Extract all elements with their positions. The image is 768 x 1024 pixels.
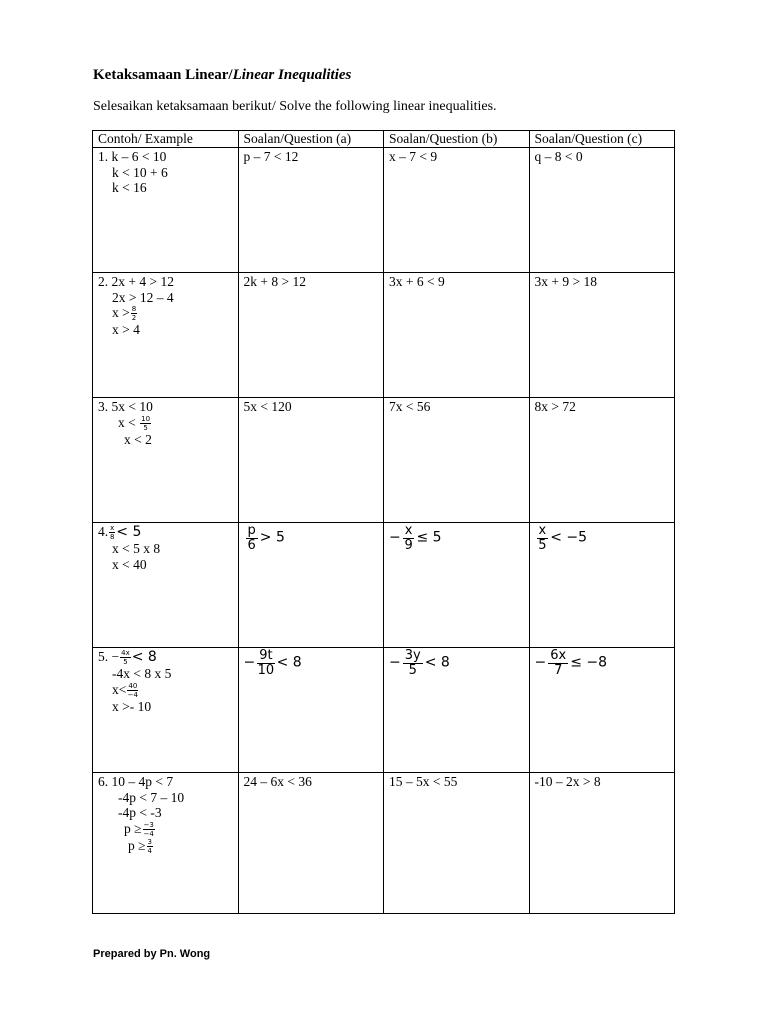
instruction-text: Selesaikan ketaksamaan berikut/ Solve the following linear inequalities.: [93, 99, 497, 114]
example-1-step-1: 1. k – 6 < 10: [98, 149, 167, 164]
fraction: $\frac{6x}{7}$: [550, 648, 567, 678]
fraction: $\frac{8}{2}$: [131, 305, 137, 323]
question-4c: $\frac{x}{5}$ < −5: [538, 523, 588, 553]
fraction: $\frac{9t}{10}$: [257, 648, 275, 678]
question-1c: q – 8 < 0: [534, 149, 583, 164]
example-3-step-2: x < $\frac{10}{5}$: [118, 414, 151, 432]
example-cell-2: [93, 273, 239, 398]
table-row: [93, 648, 675, 773]
example-2-step-2: 2x > 12 – 4: [112, 289, 174, 305]
question-3b-cell[interactable]: [384, 398, 530, 523]
question-4b: − $\frac{x}{9}$ ≤ 5: [389, 523, 442, 553]
example-1-step-3: k < 16: [112, 180, 147, 195]
example-cell-1: [93, 148, 239, 273]
example-6-step-2: -4p < 7 – 10: [118, 789, 185, 805]
table-row: [93, 398, 675, 523]
table-row: [93, 773, 675, 914]
fraction: $\frac{x}{8}$: [109, 524, 115, 542]
table-header-row: [93, 131, 675, 148]
example-6-step-3: -4p < -3: [118, 805, 162, 820]
fraction: $\frac{4x}{5}$: [121, 649, 130, 667]
table-row: [93, 523, 675, 648]
inequalities-table: [92, 130, 675, 914]
question-1b-cell[interactable]: [384, 148, 530, 273]
question-4a: $\frac{p}{6}$ > 5: [247, 523, 285, 553]
example-1-step-2: k < 10 + 6: [112, 164, 168, 180]
question-2a: 2k + 8 > 12: [243, 274, 306, 289]
question-2b-cell[interactable]: [384, 273, 530, 398]
question-6b-cell[interactable]: [384, 773, 530, 914]
example-3-step-1: 3. 5x < 10: [98, 399, 153, 414]
question-3c: 8x > 72: [534, 399, 576, 414]
question-6c-cell[interactable]: [529, 773, 675, 914]
fraction: $\frac{40}{-4}$: [127, 682, 138, 700]
question-6a: 24 – 6x < 36: [243, 774, 312, 789]
question-5a-cell[interactable]: [238, 648, 384, 773]
example-5-step-4: x >- 10: [112, 699, 152, 715]
example-5-step-1: 5. − $\frac{4x}{5}$ < 8: [98, 649, 157, 667]
question-4b-cell[interactable]: [384, 523, 530, 648]
question-6b: 15 – 5x < 55: [389, 774, 458, 789]
question-5c: − $\frac{6x}{7}$ ≤ −8: [534, 648, 608, 678]
example-2-step-4: x > 4: [112, 322, 140, 338]
example-3-step-3: x < 2: [124, 431, 152, 447]
question-1b: x – 7 < 9: [389, 149, 438, 164]
question-3a: 5x < 120: [243, 399, 292, 414]
fraction: $\frac{3}{4}$: [147, 838, 153, 856]
footer-credit: Prepared by Pn. Wong: [93, 948, 211, 960]
question-2c: 3x + 9 > 18: [534, 274, 597, 289]
example-6-step-5: p ≥ $\frac{3}{4}$: [128, 837, 153, 856]
table-row: [93, 148, 675, 273]
question-1c-cell[interactable]: [529, 148, 675, 273]
example-cell-3: [93, 398, 239, 523]
example-5-step-3: x< $\frac{40}{-4}$: [112, 681, 138, 700]
question-5b: − $\frac{3y}{5}$ < 8: [389, 648, 450, 678]
question-4a-cell[interactable]: [238, 523, 384, 648]
fraction: $\frac{10}{5}$: [141, 414, 151, 432]
example-6-step-4: p ≥ $\frac{-3}{-4}$: [124, 820, 154, 838]
example-cell-6: [93, 773, 239, 914]
table-row: [93, 273, 675, 398]
question-6a-cell[interactable]: [238, 773, 384, 914]
question-3a-cell[interactable]: [238, 398, 384, 523]
example-2-step-3: x > $\frac{8}{2}$: [112, 305, 137, 323]
column-header-example: Contoh/ Example: [93, 131, 239, 148]
fraction: $\frac{x}{9}$: [404, 523, 413, 553]
fraction: $\frac{p}{6}$: [247, 523, 256, 553]
example-4-step-1: 4. $\frac{x}{8}$ < 5: [98, 524, 142, 542]
column-header-question-b: Soalan/Question (b): [384, 131, 530, 148]
question-3c-cell[interactable]: [529, 398, 675, 523]
fraction: $\frac{-3}{-4}$: [143, 820, 154, 838]
example-cell-5: [93, 648, 239, 773]
title-plain: Ketaksamaan Linear/: [93, 67, 233, 83]
question-5a: − $\frac{9t}{10}$ < 8: [243, 648, 302, 678]
example-6-step-1: 6. 10 – 4p < 7: [98, 774, 174, 789]
example-4-step-2: x < 5 x 8: [112, 541, 161, 557]
question-1a-cell[interactable]: [238, 148, 384, 273]
question-3b: 7x < 56: [389, 399, 431, 414]
question-2a-cell[interactable]: [238, 273, 384, 398]
question-1a: p – 7 < 12: [243, 149, 299, 164]
example-cell-4: [93, 523, 239, 648]
page-title: [93, 67, 351, 84]
column-header-question-c: Soalan/Question (c): [529, 131, 675, 148]
question-4c-cell[interactable]: [529, 523, 675, 648]
column-header-question-a: Soalan/Question (a): [238, 131, 384, 148]
title-italic: Linear Inequalities: [232, 67, 352, 83]
question-2c-cell[interactable]: [529, 273, 675, 398]
question-5c-cell[interactable]: [529, 648, 675, 773]
question-2b: 3x + 6 < 9: [389, 274, 445, 289]
fraction: $\frac{x}{5}$: [538, 523, 547, 553]
example-5-step-2: -4x < 8 x 5: [112, 666, 172, 682]
example-2-step-1: 2. 2x + 4 > 12: [98, 274, 174, 289]
fraction: $\frac{3y}{5}$: [404, 648, 421, 678]
question-6c: -10 – 2x > 8: [534, 774, 601, 789]
example-4-step-3: x < 40: [112, 556, 147, 572]
question-5b-cell[interactable]: [384, 648, 530, 773]
